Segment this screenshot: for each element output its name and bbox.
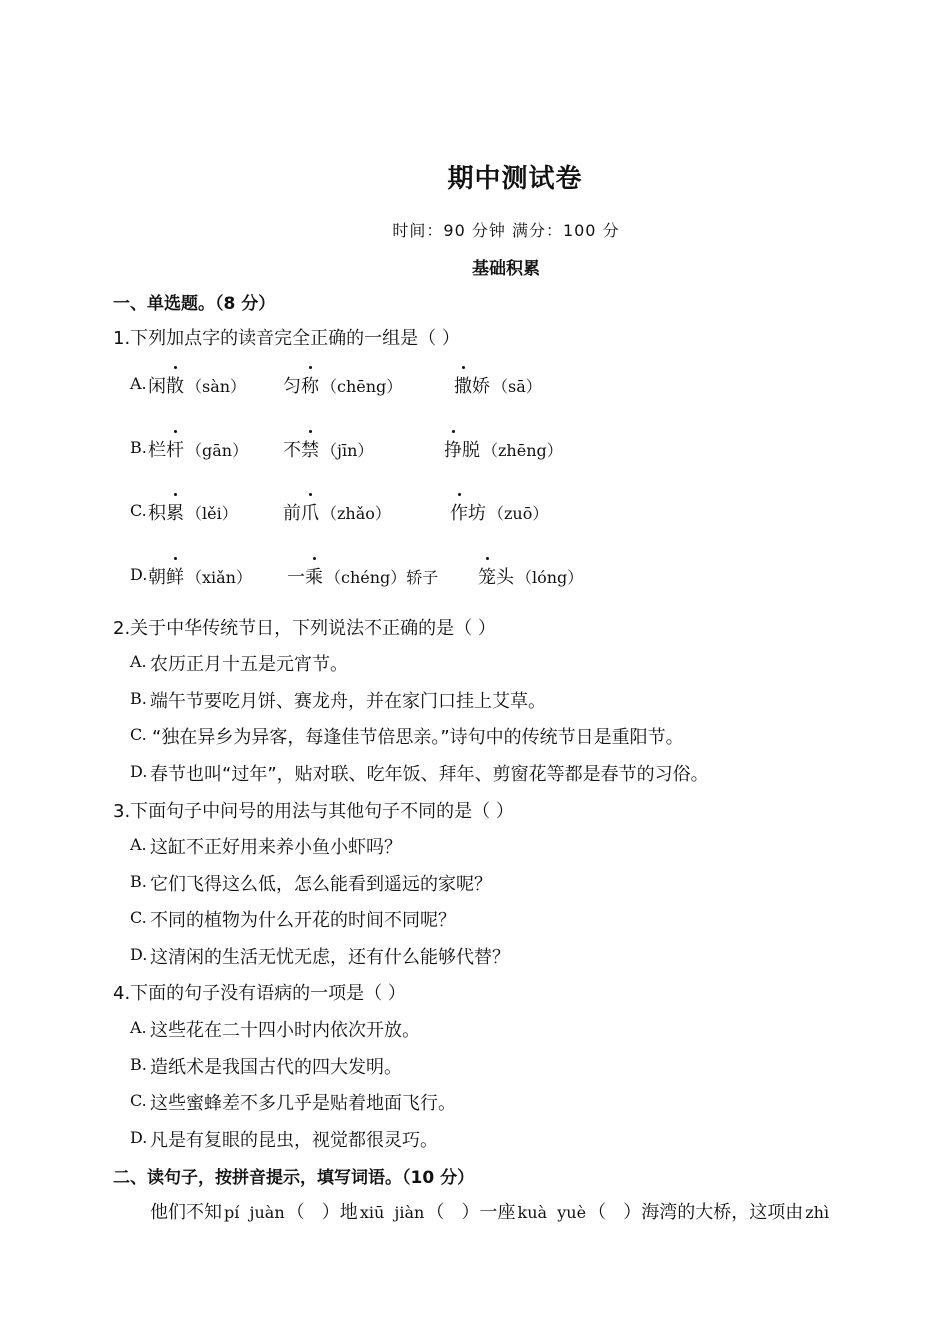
- option-label: B.: [130, 438, 147, 457]
- option-label: A.: [130, 835, 147, 854]
- pinyin: （sàn）: [186, 377, 247, 396]
- pinyin: （gān）: [186, 441, 249, 460]
- sentence-text: （ ）地: [286, 1202, 358, 1223]
- word-item: [283, 372, 402, 398]
- word-item: [148, 372, 246, 398]
- char: 坊: [468, 503, 486, 524]
- pinyin: （zuō）: [488, 504, 549, 523]
- option-label: D.: [130, 761, 148, 781]
- word-item: [148, 499, 238, 525]
- char: 头: [496, 567, 514, 588]
- pinyin: pí juàn: [224, 1203, 285, 1222]
- dotted-char: 杆: [166, 436, 184, 462]
- option-label: A.: [130, 1018, 147, 1037]
- char: 匀: [283, 376, 301, 397]
- char: 不: [283, 440, 301, 461]
- option-label: B.: [130, 688, 147, 708]
- part2-heading: 二、读句子，按拼音提示，填写词语。（10 分）: [113, 1168, 475, 1188]
- exam-info: 时间：90 分钟 满分：100 分: [392, 221, 620, 240]
- pinyin: （xiǎn）: [186, 568, 252, 587]
- part2-sentence: [150, 1198, 831, 1224]
- option-text: 农历正月十五是元宵节。: [150, 654, 348, 675]
- option-text: 造纸术是我国古代的四大发明。: [150, 1056, 402, 1078]
- dotted-char: 散: [166, 372, 184, 398]
- question-2-stem: 2.关于中华传统节日，下列说法不正确的是（ ）: [113, 618, 496, 639]
- option-text: 不同的植物为什么开花的时间不同呢？: [150, 910, 456, 931]
- dotted-char: 爪: [301, 499, 319, 525]
- option-text: 春节也叫“过年”，贴对联、吃年饭、拜年、剪窗花等都是春节的习俗。: [150, 763, 709, 785]
- option-label: C.: [130, 908, 147, 927]
- option-text: 这些蜜蜂差不多几乎是贴着地面飞行。: [150, 1093, 456, 1114]
- dotted-char: 挣: [444, 436, 462, 462]
- dotted-char: 禁: [301, 436, 319, 462]
- question-1-stem: 1.下列加点字的读音完全正确的一组是（ ）: [113, 328, 460, 349]
- question-4-stem: 4.下面的句子没有语病的一项是（ ）: [113, 983, 406, 1004]
- option-label: D.: [130, 1127, 148, 1147]
- word-item: [450, 499, 548, 525]
- char: 栏: [148, 440, 166, 461]
- pinyin: xiū jiàn: [359, 1203, 425, 1222]
- pinyin: （zhēng）: [482, 441, 563, 460]
- dotted-char: 累: [166, 499, 184, 525]
- word-item: [478, 563, 583, 589]
- option-label: C.: [130, 501, 147, 520]
- option-label: C.: [130, 1091, 147, 1110]
- pinyin: （jīn）: [321, 441, 374, 460]
- dotted-char: 鲜: [166, 563, 184, 589]
- pinyin: （chēng）: [321, 377, 403, 396]
- sentence-text: 他们不知: [150, 1202, 222, 1223]
- word-item: [287, 563, 438, 589]
- part1-heading: 一、单选题。（8 分）: [113, 294, 276, 314]
- pinyin: kuà yuè: [517, 1203, 587, 1222]
- option-label: D.: [130, 944, 148, 964]
- page-title: 期中测试卷: [447, 164, 583, 194]
- option-text: 端午节要吃月饼、赛龙舟，并在家门口挂上艾草。: [150, 690, 546, 712]
- word-item: [454, 372, 542, 398]
- pinyin: （lóng）: [516, 568, 584, 587]
- option-label: A.: [130, 374, 147, 393]
- char: 脱: [462, 440, 480, 461]
- pinyin: （sā）: [492, 377, 542, 396]
- char: 娇: [472, 376, 490, 397]
- char: 闲: [148, 376, 166, 397]
- sentence-text: （ ）海湾的大桥，这项由: [588, 1202, 804, 1223]
- option-label: D.: [130, 565, 148, 584]
- option-text: 这些花在二十四小时内依次开放。: [150, 1020, 420, 1041]
- pinyin: （zhǎo）: [321, 504, 391, 523]
- dotted-char: 笼: [478, 563, 496, 589]
- option-label: C.: [130, 725, 147, 744]
- char: 积: [148, 503, 166, 524]
- pinyin: （lěi）: [186, 504, 238, 523]
- option-text: “独在异乡为异客，每逢佳节倍思亲。”诗句中的传统节日是重阳节。: [152, 727, 684, 748]
- option-label: B.: [130, 1054, 147, 1074]
- section-heading: 基础积累: [472, 259, 540, 279]
- option-text: 它们飞得这么低，怎么能看到遥远的家呢？: [150, 873, 492, 895]
- char: 一: [287, 567, 305, 588]
- question-3-stem: 3.下面句子中问号的用法与其他句子不同的是（ ）: [113, 801, 514, 822]
- dotted-char: 撒: [454, 372, 472, 398]
- word-item: [283, 436, 373, 462]
- dotted-char: 称: [301, 372, 319, 398]
- option-text: 这缸不正好用来养小鱼小虾吗？: [150, 837, 402, 858]
- dotted-char: 乘: [305, 563, 323, 589]
- word-item: [444, 436, 563, 462]
- option-text: 这清闲的生活无忧无虑，还有什么能够代替？: [150, 946, 510, 968]
- pinyin: zhì: [805, 1203, 830, 1222]
- word-item: [283, 499, 391, 525]
- word-item: [148, 563, 252, 589]
- option-label: A.: [130, 652, 147, 671]
- sentence-text: （ ）一座: [426, 1202, 516, 1223]
- char: 前: [283, 503, 301, 524]
- char: 朝: [148, 567, 166, 588]
- pinyin: （chéng）轿子: [325, 568, 439, 587]
- option-label: B.: [130, 871, 147, 891]
- word-item: [148, 436, 248, 462]
- option-text: 凡是有复眼的昆虫，视觉都很灵巧。: [150, 1129, 438, 1151]
- dotted-char: 作: [450, 499, 468, 525]
